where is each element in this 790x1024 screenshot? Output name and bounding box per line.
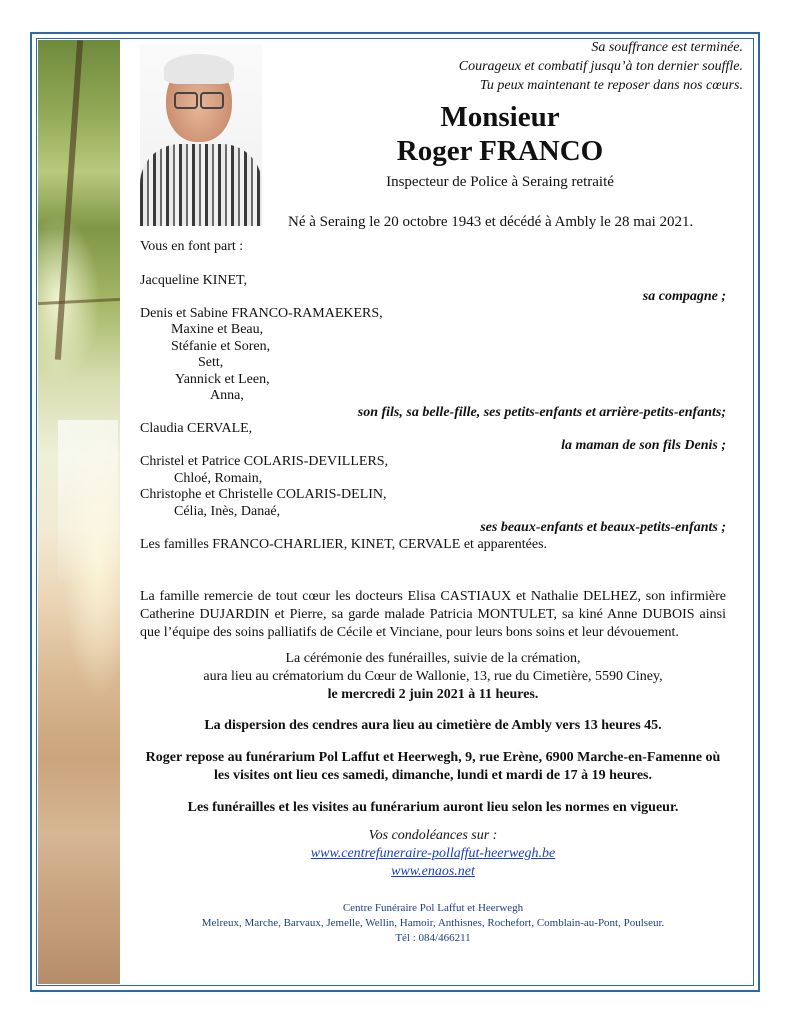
norms-info: Les funérailles et les visites au funérarium auront lieu selon les normes en vigueur. [187,800,679,815]
portrait-shirt [140,144,262,226]
footer-locations: Melreux, Marche, Barvaux, Jemelle, Wellin, Hamoir, Anthisnes, Rochefort, Comblain-au-Pont, Poulseur. [201,917,665,929]
light-beam-decoration [58,420,118,580]
family-line: Denis et Sabine FRANCO-RAMAEKERS, [140,305,383,321]
family-line: Jacqueline KINET, [140,272,248,288]
ceremony-date: le mercredi 2 juin 2021 à 11 heures. [327,687,539,702]
condolences-link-enaos[interactable]: www.enaos.net [391,864,475,879]
family-line: Maxine et Beau, [171,322,264,337]
portrait-glasses-right [200,92,224,109]
quote-line: Tu peux maintenant te reposer dans nos cœurs. [479,78,743,93]
funerarium-info: Roger repose au funérarium Pol Laffut et Heerwegh, 9, rue Erène, 6900 Marche-en-Famenne où les visites ont lieu ces samedi, dimanche, lundi et mardi de 17 à 19 heures. [145,750,721,783]
relation-text: la maman de son fils Denis ; [561,437,726,453]
portrait-glasses-left [174,92,198,109]
portrait-photo [140,44,262,226]
family-line: Célia, Inès, Danaé, [174,503,281,519]
title-block [280,100,720,192]
condolences-label: Vos condoléances sur : [368,828,498,843]
branch-decoration [38,298,120,305]
condolences-block [140,827,726,881]
family-line: Les familles FRANCO-CHARLIER, KINET, CERVALE et apparentées. [140,536,548,552]
thanks-paragraph: La famille remercie de tout cœur les docteurs Elisa CASTIAUX et Nathalie DELHEZ, son infirmière Catherine DUJARDIN et Pierre, sa garde malade Patricia MONTULET, sa kiné Anne DUBOIS ainsi que l’équipe des soins palliatifs de Cécile et Vinciane, pour leurs bons soins et leur dévouement. [140,589,726,640]
family-line: Chloé, Romain, [174,470,263,486]
portrait-hair [164,54,234,84]
funeral-home-footer [140,901,726,946]
condolences-link-funeral-center[interactable]: www.centrefuneraire-pollaffut-heerwegh.be [310,846,556,861]
footer-company: Centre Funéraire Pol Laffut et Heerwegh [342,902,524,914]
family-line: Sett, [198,355,224,370]
quote-line: Sa souffrance est terminée. [591,40,743,55]
family-line: Yannick et Leen, [175,371,270,387]
relation-text: ses beaux-enfants et beaux-petits-enfants ; [480,520,726,535]
relation-text: son fils, sa belle-fille, ses petits-enfants et arrière-petits-enfants; [357,404,726,420]
relation-text: sa compagne ; [642,289,726,304]
family-line: Christophe et Christelle COLARIS-DELIN, [140,487,387,502]
deceased-name: Roger FRANCO [396,135,604,167]
salutation: Monsieur [440,101,560,133]
quote-line: Courageux et combatif jusqu’à ton dernier souffle. [458,59,743,74]
forest-side-image [38,40,120,984]
profession: Inspecteur de Police à Seraing retraité [386,174,614,190]
family-line: Anna, [210,388,244,403]
family-line: Claudia CERVALE, [140,421,253,436]
dispersion-info: La dispersion des cendres aura lieu au cimetière de Ambly vers 13 heures 45. [204,718,662,733]
tree-trunk-decoration [55,40,83,360]
family-line: Stéfanie et Soren, [171,338,271,354]
epitaph-quote [323,38,743,95]
footer-phone: Tél : 084/466211 [395,932,471,944]
birth-death-line: Né à Seraing le 20 octobre 1943 et décédé à Ambly le 28 mai 2021. [288,214,694,230]
ceremony-line: La cérémonie des funérailles, suivie de la crémation, [285,651,581,666]
ceremony-info [140,650,726,704]
intro-text: Vous en font part : [140,239,244,254]
ceremony-line: aura lieu au crématorium du Cœur de Wallonie, 13, rue du Cimetière, 5590 Ciney, [203,669,663,684]
family-announcement [140,239,726,553]
family-line: Christel et Patrice COLARIS-DEVILLERS, [140,454,389,469]
